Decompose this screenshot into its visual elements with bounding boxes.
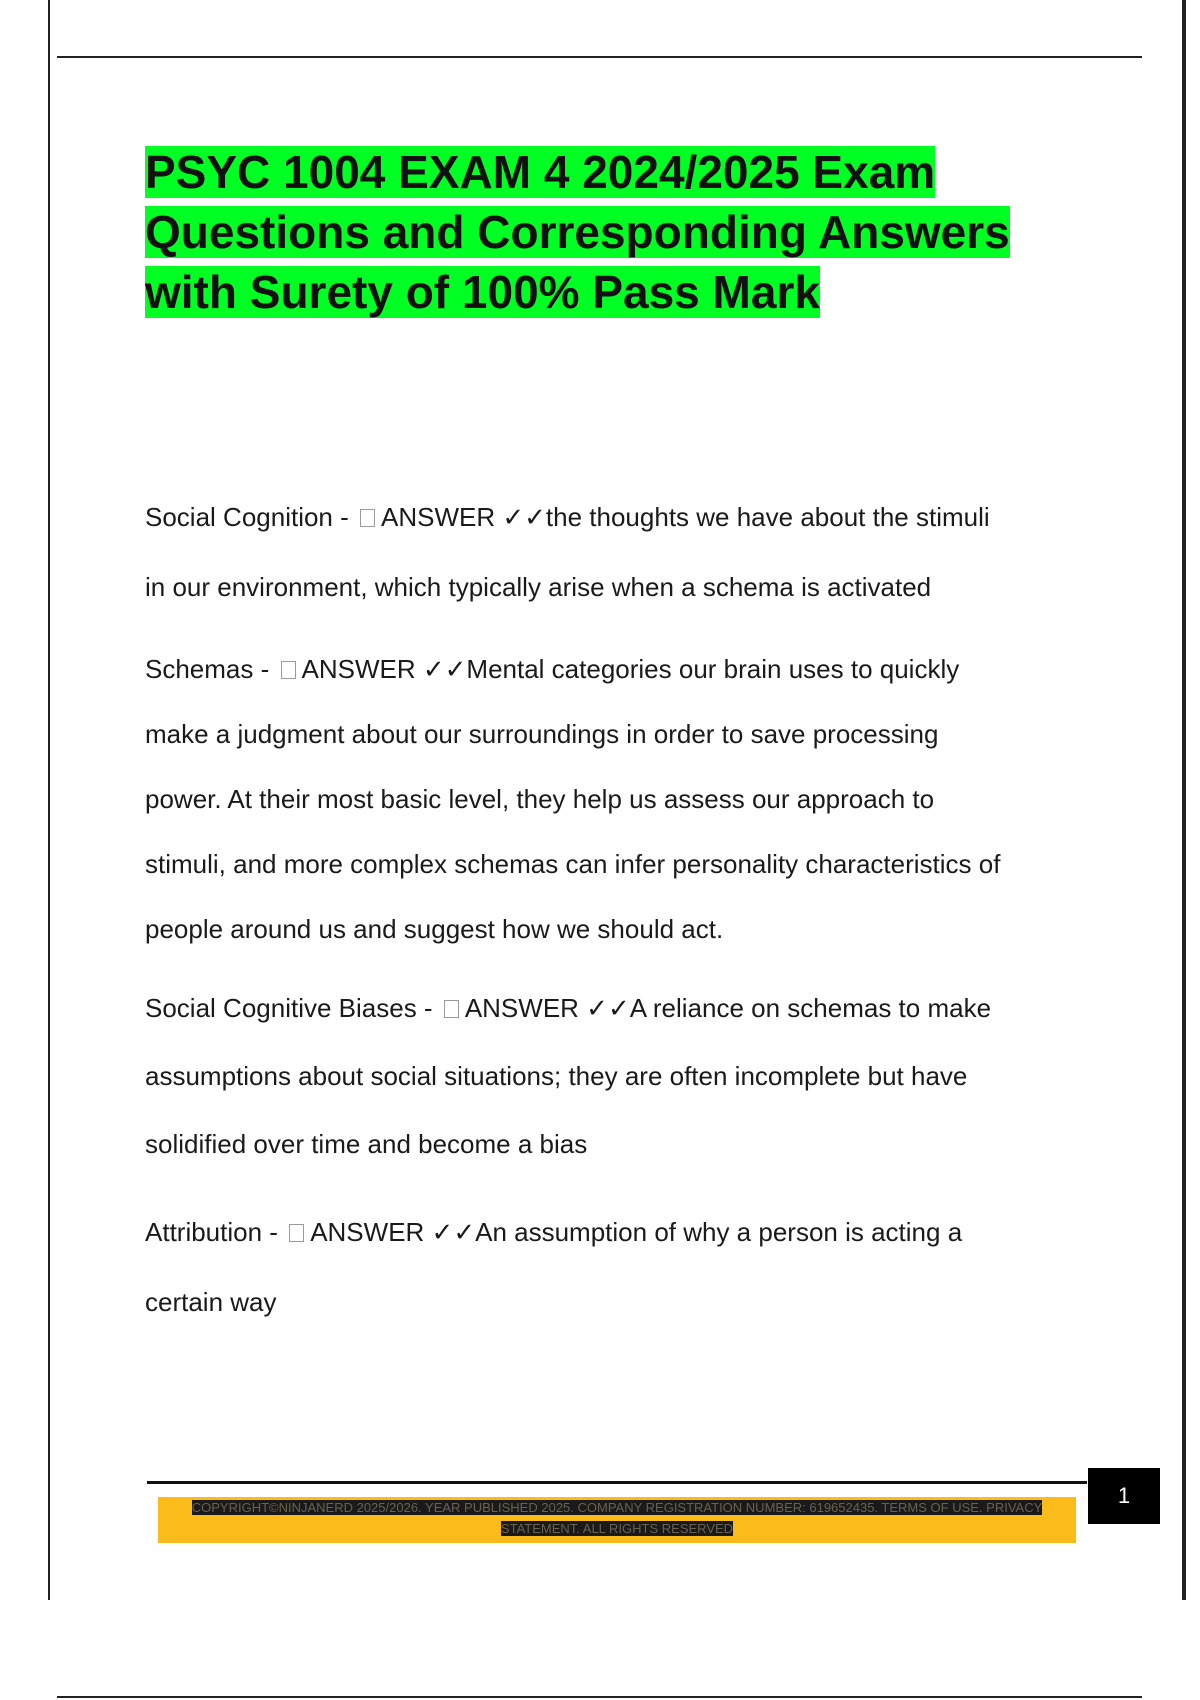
qa-answer-marker: ANSWER ✓✓ — [301, 654, 467, 684]
checkbox-glyph-icon — [281, 661, 296, 679]
qa-first-line — [145, 637, 1085, 702]
qa-answer-marker: ANSWER ✓✓ — [381, 502, 546, 532]
qa-answer-line: people around us and suggest how we should act. — [145, 914, 724, 944]
qa-first-line — [145, 1197, 1085, 1267]
footer-rule — [147, 1481, 1087, 1484]
qa-term: Social Cognitive Biases — [145, 993, 417, 1023]
qa-answer-text: A reliance on schemas to make — [629, 993, 992, 1023]
qa-answer-line: power. At their most basic level, they help us assess our approach to — [145, 784, 935, 814]
page-number: 1 — [1088, 1468, 1160, 1524]
qa-entry-social-cognition — [145, 482, 1085, 622]
copyright-bar — [158, 1497, 1076, 1543]
qa-answer-line: make a judgment about our surroundings in order to save processing — [145, 719, 939, 749]
qa-answer-marker: ANSWER ✓✓ — [310, 1217, 476, 1247]
title-line-2: Questions and Corresponding Answers — [145, 206, 1010, 258]
title-line-3: with Surety of 100% Pass Mark — [145, 266, 820, 318]
copyright-line-2: STATEMENT. ALL RIGHTS RESERVED — [500, 1521, 734, 1536]
qa-answer-text: An assumption of why a person is acting a — [475, 1217, 963, 1247]
title-line-1: PSYC 1004 EXAM 4 2024/2025 Exam — [145, 146, 936, 198]
page-left-border — [48, 0, 50, 1600]
header-rule — [57, 56, 1142, 58]
copyright-line-1: COPYRIGHT©NINJANERD 2025/2026. YEAR PUBLISHED 2025. COMPANY REGISTRATION NUMBER: 619652435. TERMS OF USE. PRIVACY — [191, 1500, 1043, 1515]
qa-entry-social-cognitive-biases — [145, 974, 1085, 1178]
qa-answer-line: stimuli, and more complex schemas can infer personality characteristics of — [145, 849, 1001, 879]
page-right-border — [1182, 0, 1186, 1600]
qa-entry-attribution — [145, 1197, 1085, 1337]
checkbox-glyph-icon — [360, 509, 375, 527]
qa-answer-line: certain way — [145, 1287, 277, 1317]
qa-first-line — [145, 482, 1085, 552]
checkbox-glyph-icon — [289, 1224, 304, 1242]
qa-first-line — [145, 974, 1085, 1042]
qa-entry-schemas — [145, 637, 1085, 962]
qa-term: Schemas — [145, 654, 254, 684]
checkbox-glyph-icon — [444, 1000, 459, 1018]
qa-answer-line: in our environment, which typically arise when a schema is activated — [145, 572, 932, 602]
qa-term: Social Cognition — [145, 502, 333, 532]
qa-separator: - — [262, 1217, 286, 1247]
qa-separator: - — [332, 502, 356, 532]
qa-answer-text: the thoughts we have about the stimuli — [545, 502, 990, 532]
document-title — [145, 142, 1085, 322]
qa-separator: - — [253, 654, 277, 684]
qa-term: Attribution — [145, 1217, 263, 1247]
qa-answer-marker: ANSWER ✓✓ — [464, 993, 630, 1023]
next-page-rule — [57, 1696, 1142, 1698]
qa-separator: - — [416, 993, 440, 1023]
qa-answer-text: Mental categories our brain uses to quickly — [466, 654, 960, 684]
qa-answer-line: assumptions about social situations; they are often incomplete but have — [145, 1061, 968, 1091]
qa-answer-line: solidified over time and become a bias — [145, 1129, 588, 1159]
